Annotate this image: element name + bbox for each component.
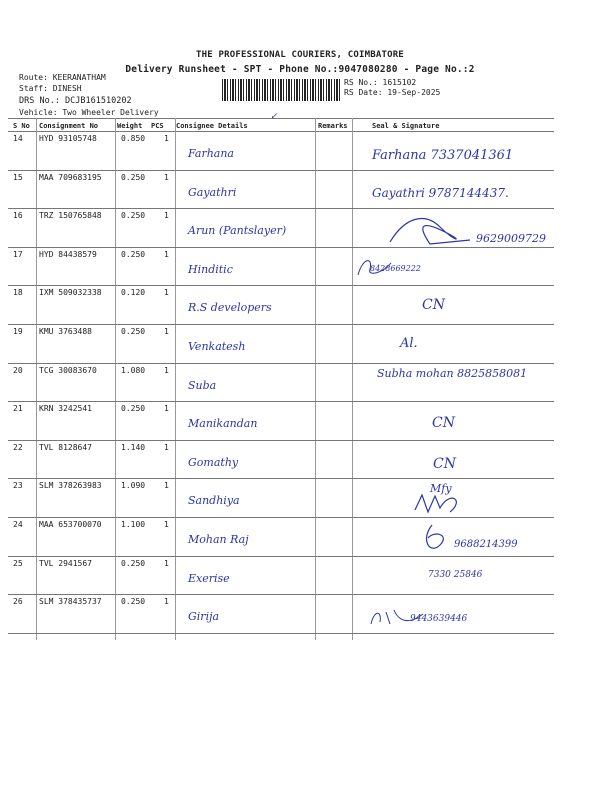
row-signature: 7330 25846 [428, 569, 483, 580]
row-pcs: 1 [164, 211, 169, 221]
signature-scribble [410, 490, 470, 560]
row-sno: 24 [13, 520, 23, 529]
row-rule [8, 633, 554, 634]
row-consignee-name: Girija [188, 610, 220, 624]
row-consignee-name: R.S developers [188, 301, 272, 315]
row-weight: 1.100 [121, 520, 146, 529]
row-consignee-name: Exerise [188, 571, 230, 585]
row-consignee-name: Manikandan [188, 417, 258, 431]
route-label: Route: KEERANATHAM [19, 73, 106, 82]
row-pcs: 1 [164, 442, 169, 452]
row-pcs: 1 [164, 327, 169, 336]
row-signature: 8428669222 [370, 263, 421, 273]
row-weight: 0.250 [121, 404, 146, 414]
row-consignment-no: MAA 653700070 [39, 520, 102, 529]
row-signature: Subha mohan 8825858081 [377, 366, 528, 380]
tick-mark: ✓ [270, 112, 278, 122]
row-pcs: 1 [164, 520, 169, 529]
rs-number: RS No.: 1615102 [344, 78, 417, 87]
row-rule [8, 478, 554, 479]
row-signature: 9443639446 [410, 614, 468, 625]
row-sno: 23 [13, 481, 23, 491]
row-sno: 16 [13, 211, 23, 221]
row-weight: 0.120 [121, 288, 146, 298]
col-sno-header: S No [13, 122, 30, 130]
row-weight: 0.250 [121, 558, 146, 568]
col-divider [352, 118, 353, 640]
col-divider [315, 118, 316, 640]
row-signature: Farhana 7337041361 [372, 148, 514, 163]
row-rule [8, 170, 554, 171]
row-rule [8, 517, 554, 518]
row-consignment-no: SLM 378263983 [39, 481, 102, 491]
row-pcs: 1 [164, 558, 169, 568]
col-weight-header: Weight [117, 122, 143, 130]
barcode-image [222, 79, 340, 101]
row-consignee-name: Venkatesh [188, 340, 246, 353]
vehicle-label: Vehicle: Two Wheeler Delivery [19, 108, 159, 117]
row-consignee-name: Arun (Pantslayer) [188, 224, 287, 238]
row-sno: 17 [13, 249, 23, 259]
row-consignee-name: Farhana [188, 147, 234, 160]
col-seal-header: Seal & Signature [372, 122, 440, 130]
row-rule [8, 324, 554, 325]
row-sno: 20 [13, 365, 23, 375]
col-divider [36, 118, 37, 640]
row-consignee-name: Gomathy [188, 455, 239, 469]
row-weight: 0.250 [121, 597, 146, 607]
row-consignment-no: TRZ 150765848 [39, 211, 102, 221]
row-sno: 22 [13, 442, 23, 452]
col-pcs-header: PCS [151, 122, 164, 130]
row-signature: Al. [400, 336, 418, 351]
row-sno: 14 [13, 134, 23, 143]
row-consignment-no: HYD 84438579 [39, 249, 97, 259]
row-consignment-no: HYD 93105748 [39, 134, 97, 143]
row-pcs: 1 [164, 249, 169, 259]
row-rule [8, 208, 554, 209]
row-signature: CN [432, 415, 455, 432]
rs-date: RS Date: 19-Sep-2025 [344, 88, 441, 97]
row-pcs: 1 [164, 597, 169, 607]
runsheet-subtitle: Delivery Runsheet - SPT - Phone No.:9047080280 - Page No.:2 [125, 64, 475, 75]
col-consignee-header: Consignee Details [176, 122, 248, 130]
row-pcs: 1 [164, 134, 169, 143]
row-consignment-no: KRN 3242541 [39, 404, 92, 414]
col-consignment-header: Consignment No [39, 122, 99, 130]
row-signature: Mfy [430, 482, 452, 496]
row-consignment-no: KMU 3763488 [39, 327, 92, 336]
row-pcs: 1 [164, 365, 169, 375]
row-consignment-no: TVL 8128647 [39, 442, 92, 452]
row-sno: 25 [13, 558, 23, 568]
row-rule [8, 440, 554, 441]
row-weight: 1.090 [121, 481, 146, 491]
staff-label: Staff: DINESH [19, 84, 82, 93]
row-rule [8, 285, 554, 286]
row-rule [8, 556, 554, 557]
row-signature: Gayathri 9787144437. [372, 185, 509, 200]
row-sno: 15 [13, 172, 23, 182]
row-consignment-no: TVL 2941567 [39, 558, 92, 568]
row-weight: 0.250 [121, 172, 146, 182]
company-title: THE PROFESSIONAL COURIERS, COIMBATORE [196, 50, 404, 60]
row-sno: 19 [13, 327, 23, 336]
signature-scribble [368, 606, 428, 630]
row-sno: 21 [13, 404, 23, 414]
row-pcs: 1 [164, 172, 169, 182]
row-rule [8, 401, 554, 402]
row-weight: 0.250 [121, 249, 146, 259]
row-consignee-name: Sandhiya [188, 494, 240, 508]
row-consignment-no: SLM 378435737 [39, 597, 102, 607]
row-consignee-name: Suba [188, 378, 217, 392]
row-signature: 9688214399 [454, 539, 518, 550]
table-top-rule [8, 118, 554, 119]
row-pcs: 1 [164, 481, 169, 491]
row-signature: CN [433, 455, 456, 472]
row-signature: 9629009729 [476, 232, 546, 246]
col-divider [175, 118, 176, 640]
drs-label: DRS No.: DCJB161510202 [19, 96, 132, 106]
row-pcs: 1 [164, 288, 169, 298]
row-weight: 0.250 [121, 327, 146, 336]
row-consignment-no: MAA 709683195 [39, 172, 102, 182]
row-consignment-no: TCG 30083670 [39, 365, 97, 375]
row-weight: 1.080 [121, 365, 146, 375]
row-rule [8, 363, 554, 364]
row-weight: 0.250 [121, 211, 146, 221]
col-divider [115, 118, 116, 640]
row-pcs: 1 [164, 404, 169, 414]
row-weight: 0.850 [121, 134, 146, 143]
row-weight: 1.140 [121, 442, 146, 452]
signature-scribble [385, 212, 475, 252]
row-rule [8, 594, 554, 595]
signature-scribble [355, 255, 395, 280]
row-consignee-name: Hinditic [188, 262, 233, 276]
row-signature: CN [422, 297, 445, 314]
row-consignment-no: IXM 509032338 [39, 288, 102, 298]
row-consignee-name: Mohan Raj [188, 533, 249, 546]
row-sno: 26 [13, 597, 23, 607]
row-sno: 18 [13, 288, 23, 298]
row-consignee-name: Gayathri [188, 185, 237, 199]
table-header-rule [8, 131, 554, 132]
col-remarks-header: Remarks [318, 122, 348, 130]
